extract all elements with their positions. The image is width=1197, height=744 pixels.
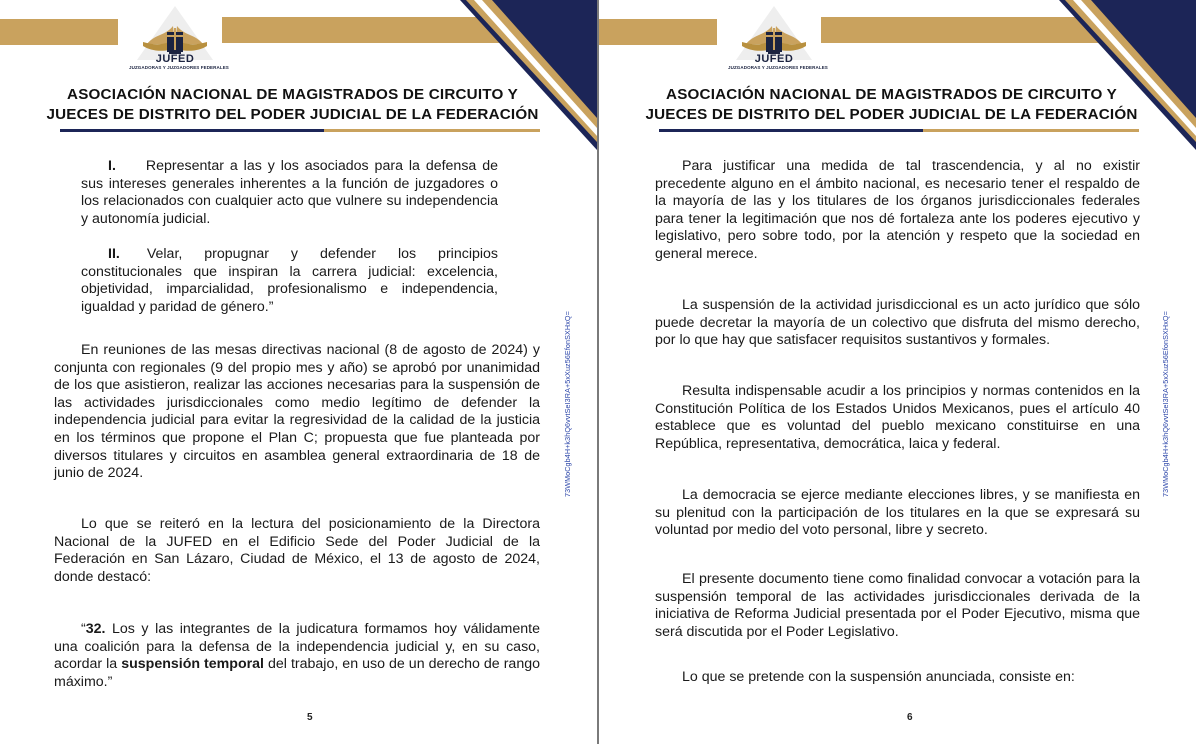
paragraph-quote-32: [54, 621, 540, 691]
quote-text-b: del trabajo, en uso de un derecho de rango máximo.”: [54, 656, 540, 690]
paragraph-text: Resulta indispensable acudir a los principios y normas contenidos en la Constitución Política de los Estados Unidos Mexicanos, pues el artículo 40 establece que es voluntad del pueblo mexicano constituirse en una República, representativa, democrática, laica y federal.: [655, 383, 1140, 452]
paragraph-text: En reuniones de las mesas directivas nacional (8 de agosto de 2024) y conjunta con regionales (9 del propio mes y año) se aprobó por unanimidad de los que asistieron, realizar las acciones necesarias para la suspensión de las actividades jurisdiccionales como medio legítimo de defender la independencia judicial para evitar la regresividad de la calidad de la justicia en los términos que propone el Plan C; propuesta que fue planteada por diversos titulares y circuitos en asamblea general extraordinaria de 18 de junio de 2024.: [54, 342, 540, 482]
item-label: I.: [108, 158, 116, 174]
paragraph-text: El presente documento tiene como finalidad convocar a votación para la suspensión temporal de las actividades jurisdiccionales derivada de la iniciativa de Reforma Judicial presentada por el Poder Ejecutivo, misma que será discutida por el Poder Legislativo.: [655, 571, 1140, 640]
paragraph-justificacion: [655, 158, 1140, 264]
jufed-logo: [728, 4, 828, 82]
paragraph-text: Lo que se pretende con la suspensión anunciada, consiste en:: [682, 669, 1075, 685]
paragraph-item-II: [81, 246, 498, 316]
scales-emblem-icon: [129, 4, 221, 60]
page-number: 6: [907, 712, 913, 723]
verification-code: 73WMoCgb4H+k3hQ6vvtSeI3RA+5xXuz56EfonSXHxQ=: [563, 311, 572, 497]
gold-header-bar-left: [599, 19, 717, 45]
paragraph-text: La suspensión de la actividad jurisdiccional es un acto jurídico que sólo puede decretar la mayoría de un colectivo que disfruta del mismo derecho, por lo que hay que satisfacer requisitos sustantivos y formales.: [655, 297, 1140, 349]
logo-subtitle: JUZGADORAS Y JUZGADORES FEDERALES: [129, 65, 229, 70]
paragraph-democracia: [655, 487, 1140, 540]
paragraph-mesas-directivas: [54, 342, 540, 483]
quote-mark: “: [81, 621, 86, 637]
heading-line-1: ASOCIACIÓN NACIONAL DE MAGISTRADOS DE CIRCUITO Y: [666, 86, 1117, 103]
page-number: 5: [307, 712, 313, 723]
heading-underline: [60, 129, 540, 132]
quote-bold-text: suspensión temporal: [121, 656, 264, 673]
paragraph-text: La democracia se ejerce mediante elecciones libres, y se manifiesta en su plenitud con la participación de los titulares en la que se expresará su voluntad por medio del voto personal, libre y secreto.: [655, 487, 1140, 539]
jufed-logo: [129, 4, 229, 82]
heading-line-2: JUECES DE DISTRITO DEL PODER JUDICIAL DE LA FEDERACIÓN: [46, 106, 539, 123]
paragraph-item-I: [81, 158, 498, 228]
page-heading: [30, 85, 555, 125]
paragraph-constitucion: [655, 383, 1140, 453]
scales-emblem-icon: [728, 4, 820, 60]
document-page-5: [0, 0, 597, 744]
logo-name: JUFED: [155, 53, 195, 65]
paragraph-text: Para justificar una medida de tal trascendencia, y al no existir precedente alguno en el ámbito nacional, es necesario tener el respaldo de la mayoría de las y los titulares de los órganos jurisdiccionales federales para tener la legitimación que nos dé fortaleza ante los poderes ejecutivo y legislativo, pero sobre todo, por la atención y respeto que la sociedad en general merece.: [655, 158, 1140, 262]
quote-number: 32.: [85, 621, 106, 637]
navy-corner-decoration: [460, 0, 597, 150]
logo-subtitle: JUZGADORAS Y JUZGADORES FEDERALES: [728, 65, 828, 70]
paragraph-pretende: [655, 669, 1140, 687]
paragraph-text: Lo que se reiteró en la lectura del posicionamiento de la Directora Nacional de la JUFED en el Edificio Sede del Poder Judicial de la Federación en San Lázaro, Ciudad de México, el 13 de agosto de 2024, donde destacó:: [54, 516, 540, 585]
verification-code: 73WMoCgb4H+k3hQ6vvtSeI3RA+5xXuz56EfonSXHxQ=: [1161, 311, 1170, 497]
paragraph-finalidad: [655, 571, 1140, 641]
paragraph-text: Representar a las y los asociados para la defensa de sus intereses generales inherentes a la función de juzgadores o los relacionados con cualquier acto que vulnere su independencia y autonomía judicial.: [81, 158, 498, 227]
heading-line-1: ASOCIACIÓN NACIONAL DE MAGISTRADOS DE CIRCUITO Y: [67, 86, 518, 103]
heading-underline: [659, 129, 1139, 132]
logo-name: JUFED: [754, 53, 794, 65]
page-heading: [629, 85, 1154, 125]
quote-text-a: Los y las integrantes de la judicatura formamos hoy válidamente una coalición para la defensa de la independencia judicial y, en su caso, acordar la: [54, 621, 540, 673]
gold-header-bar-left: [0, 19, 118, 45]
heading-line-2: JUECES DE DISTRITO DEL PODER JUDICIAL DE LA FEDERACIÓN: [645, 106, 1138, 123]
navy-corner-decoration: [1059, 0, 1196, 150]
paragraph-suspension-acto: [655, 297, 1140, 350]
item-label: II.: [108, 246, 120, 262]
paragraph-posicionamiento: [54, 516, 540, 586]
document-page-6: [599, 0, 1196, 744]
paragraph-text: Velar, propugnar y defender los principios constitucionales que inspiran la carrera judicial: excelencia, objetividad, imparcialidad, profesionalismo e independencia, igualdad y paridad de género.”: [81, 246, 498, 315]
